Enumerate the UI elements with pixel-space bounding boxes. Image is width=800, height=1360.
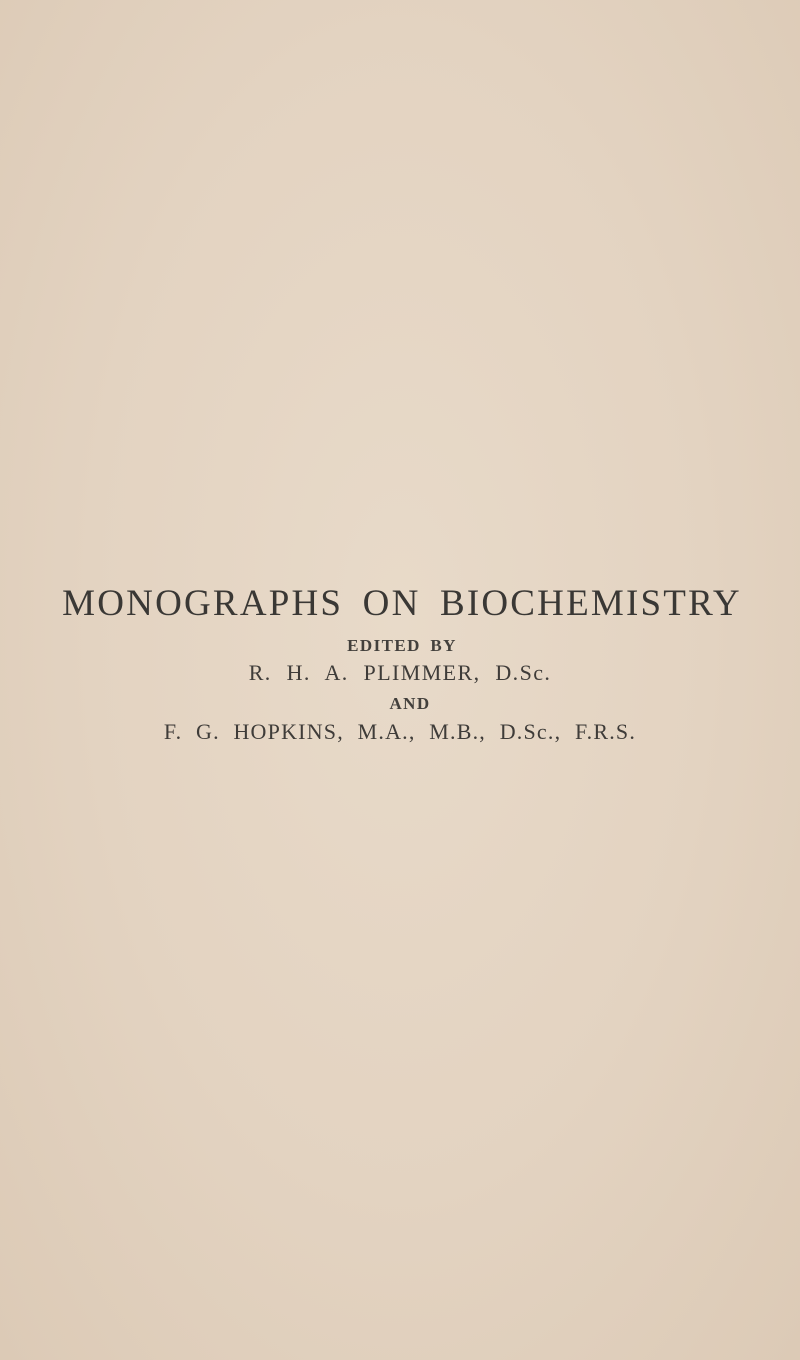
editor-name-second: F. G. HOPKINS, M.A., M.B., D.Sc., F.R.S.: [163, 719, 637, 744]
conjunction-label: AND: [389, 694, 431, 713]
edited-by-label: EDITED BY: [347, 636, 457, 655]
series-title: MONOGRAPHS ON BIOCHEMISTRY: [62, 583, 742, 624]
editor-name-first: R. H. A. PLIMMER, D.Sc.: [248, 660, 552, 685]
